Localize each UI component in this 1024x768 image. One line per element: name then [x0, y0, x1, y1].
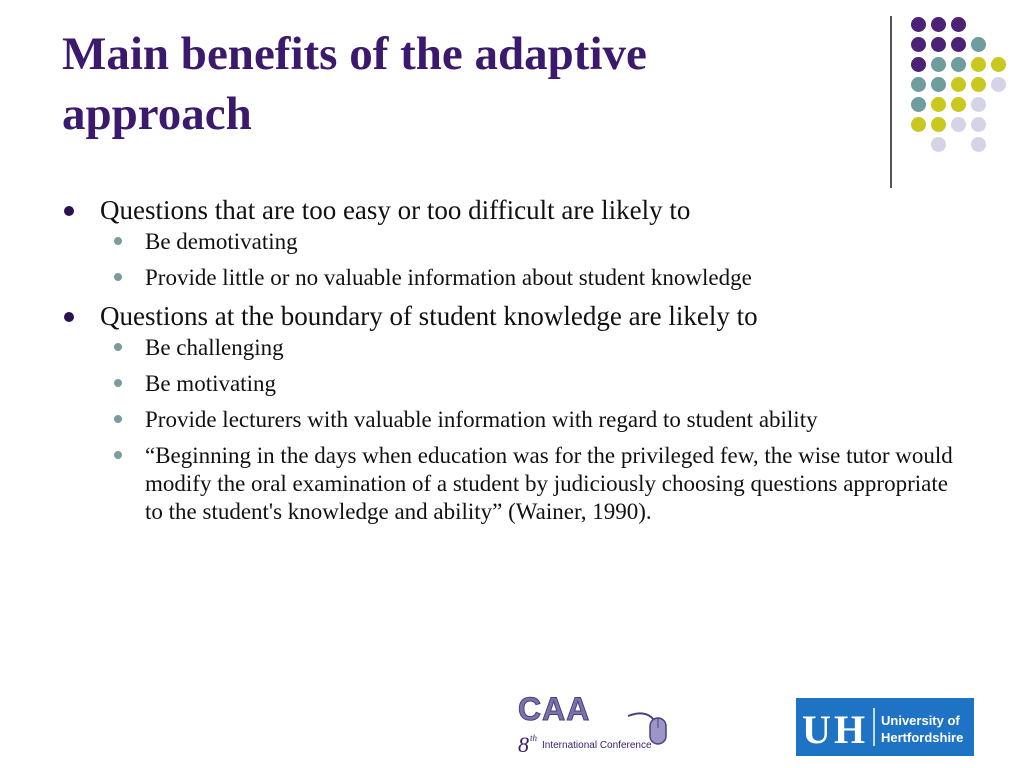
decorative-dot: [971, 57, 986, 72]
decorative-dot: [971, 37, 986, 52]
slide-title-line-1: Main benefits of the adaptive: [62, 28, 647, 80]
decorative-dot-grid: [0, 0, 1024, 200]
uh-logo-initial-h: H: [834, 707, 866, 752]
sub-bullet-icon: [114, 451, 122, 459]
mouse-cable-icon: [628, 713, 654, 720]
bullet-item: [62, 300, 962, 332]
caa-logo-ordinal-suffix: th: [530, 733, 538, 743]
bullet-icon: [64, 206, 74, 216]
sub-bullet-item: [62, 370, 962, 398]
sub-bullet-item: [62, 264, 962, 292]
sub-bullet-icon: [114, 237, 122, 245]
decorative-dot: [951, 117, 966, 132]
university-of-hertfordshire-logo: [796, 698, 974, 756]
decorative-dot: [991, 77, 1006, 92]
caa-logo-name: CAA: [518, 691, 591, 727]
sub-bullet-text: Provide little or no valuable information about student knowledge: [145, 265, 752, 290]
decorative-dot: [931, 57, 946, 72]
decorative-dot: [911, 97, 926, 112]
decorative-dot: [971, 97, 986, 112]
decorative-dot: [911, 17, 926, 32]
decorative-dot: [951, 37, 966, 52]
caa-conference-logo: [516, 690, 672, 760]
uh-logo-initial-u: U: [802, 707, 831, 752]
bullet-list: [62, 194, 962, 534]
slide-title-line-2: approach: [62, 88, 252, 140]
sub-bullet-text: Be demotivating: [145, 229, 298, 254]
decorative-dot: [931, 37, 946, 52]
decorative-dot: [951, 77, 966, 92]
sub-bullet-item: [62, 334, 962, 362]
decorative-dot: [911, 77, 926, 92]
decorative-dot: [951, 57, 966, 72]
decorative-dot: [911, 57, 926, 72]
decorative-dot: [971, 77, 986, 92]
decorative-dot: [911, 117, 926, 132]
sub-bullet-icon: [114, 415, 122, 423]
decorative-dot: [971, 117, 986, 132]
bullet-item: [62, 194, 962, 226]
uh-logo-line-2: Hertfordshire: [881, 730, 964, 745]
sub-bullet-icon: [114, 379, 122, 387]
sub-bullet-icon: [114, 273, 122, 281]
sub-bullet-text: “Beginning in the days when education was for the privileged few, the wise tutor would modify the oral examination of a student by judiciously choosing questions appropriate to the student's knowledge and ability” (Wainer, 1990).: [145, 443, 953, 524]
bullet-text: Questions at the boundary of student knowledge are likely to: [100, 301, 758, 331]
sub-bullet-item: [62, 228, 962, 256]
caa-logo-ordinal: 8: [518, 732, 529, 757]
decorative-dot: [931, 77, 946, 92]
decorative-dot: [991, 57, 1006, 72]
caa-logo-subtitle: International Conference: [542, 740, 652, 751]
bullet-text: Questions that are too easy or too difficult are likely to: [100, 195, 691, 225]
decorative-dot: [911, 37, 926, 52]
decorative-dot: [971, 137, 986, 152]
sub-bullet-item: [62, 406, 962, 434]
decorative-dot: [931, 137, 946, 152]
sub-bullet-text: Be challenging: [145, 335, 284, 360]
sub-bullet-icon: [114, 343, 122, 351]
decorative-dot: [931, 97, 946, 112]
sub-bullet-text: Be motivating: [145, 371, 276, 396]
sub-bullet-text: Provide lecturers with valuable information with regard to student ability: [145, 407, 818, 432]
decorative-dot: [951, 97, 966, 112]
decorative-dot: [931, 117, 946, 132]
decorative-dot: [951, 17, 966, 32]
bullet-icon: [64, 312, 74, 322]
decorative-dot: [931, 17, 946, 32]
sub-bullet-item: [62, 442, 962, 526]
uh-logo-line-1: University of: [881, 713, 960, 728]
